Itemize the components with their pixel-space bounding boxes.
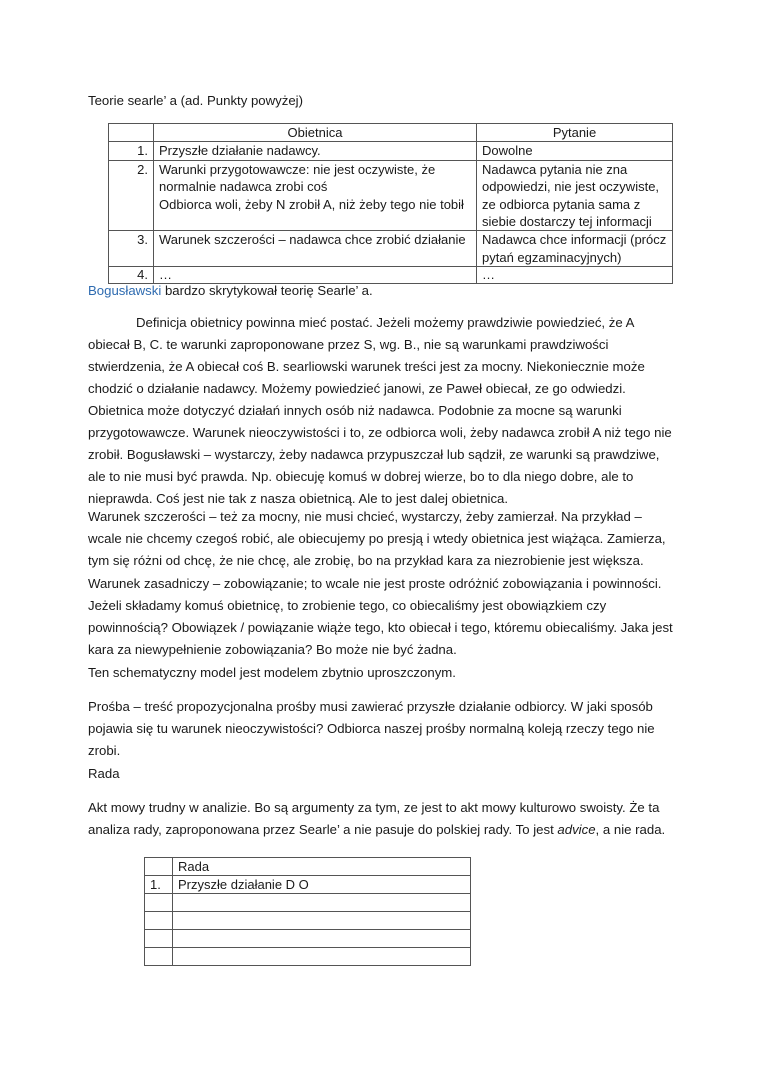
paragraph-text: Rada [88, 766, 120, 781]
table-cell [173, 948, 471, 966]
row-number: 2. [109, 160, 154, 231]
table-cell [477, 231, 673, 267]
text-run: Akt mowy trudny w analizie. Bo są argumenty za tym, ze jest to akt mowy kulturowo swoisty. Że ta analiza rady, zaproponowana przez Searle’ a nie pasuje do polskiej rady. To jest [88, 800, 660, 837]
cell-line: siebie dostarczy tej informacji [482, 214, 652, 230]
row-number [145, 930, 173, 948]
table-cell [477, 160, 673, 231]
row-number: 1. [109, 142, 154, 160]
row-number: 3. [109, 231, 154, 267]
cell-line: Warunki przygotowawcze: nie jest oczywiste, że [159, 161, 436, 177]
table-header-cell: Rada [173, 858, 471, 876]
paragraph-sincerity [88, 506, 678, 572]
paragraph-text: Ten schematyczny model jest modelem zbytnio uproszczonym. [88, 665, 456, 680]
row-number: 1. [145, 876, 173, 894]
table-row [145, 894, 471, 912]
table-cell [173, 894, 471, 912]
paragraph-text [88, 797, 678, 841]
note-text: bardzo skrytykował teorię Searle’ a. [161, 283, 373, 298]
paragraph-text: Warunek zasadniczy – zobowiązanie; to wcale nie jest proste odróżnić zobowiązania i powinności. Jeżeli składamy komuś obietnicę, to zrobienie tego, co obiecaliśmy jest obowiązkiem czy powinnością? Obowiązek / powiązanie wiąże tego, kto obiecał i tego, któremu obiecaliśmy. Jaka jest kara za niewypełnienie zobowiązania? Bo może nie być żadna. [88, 576, 673, 657]
table-cell: … [477, 267, 673, 284]
table-row [145, 876, 471, 894]
paragraph-model [88, 662, 678, 684]
row-number [145, 894, 173, 912]
paragraph-text: Definicja obietnicy powinna mieć postać. Jeżeli możemy prawdziwie powiedzieć, że A obiecał B, C. te warunki zaproponowane przez S, wg. B., nie są warunkami prawdziwości stwierdzenia, że A obiecał coś B. searliowski warunek treści jest za mocny. Niekoniecznie może chodzić o działanie nadawcy. Możemy powiedzieć janowi, ze Paweł obiecał, ze go odwiedzi. Obietnica może dotyczyć działań innych osób niż nadawca. Podobnie za mocne są warunki przygotowawcze. Warunek nieoczywistości i to, ze odbiorca woli, żeby nadawca zrobił A niż tego nie zrobił. Bogusławski – wystarczy, żeby nadawca przypuszczał lub sądził, ze warunki są prawdziwe, ale to nie musi być prawda. Np. obiecuję komuś w dobrej wierze, bo to dla niego dobre, ale to nieprawda. Coś jest nie tak z nasza obietnicą. Ale to jest dalej obietnica. [88, 315, 672, 506]
table-row [145, 912, 471, 930]
cell-line: pytań egzaminacyjnych) [482, 249, 622, 265]
table-cell [173, 912, 471, 930]
highlighted-name: Bogusławski [88, 283, 162, 298]
paragraph-request [88, 696, 678, 762]
heading-rada [88, 763, 678, 785]
cell-line: normalnie nadawca zrobi coś [159, 179, 328, 195]
row-number [145, 948, 173, 966]
table-header-row [145, 858, 471, 876]
table-header-cell: Pytanie [477, 124, 673, 142]
row-number [145, 858, 173, 876]
table-cell [173, 930, 471, 948]
table-cell: Dowolne [477, 142, 673, 160]
table-cell: Warunek szczerości – nadawca chce zrobić działanie [154, 231, 477, 267]
table-cell [154, 160, 477, 231]
paragraph-text: Prośba – treść propozycjonalna prośby musi zawierać przyszłe działanie odbiorcy. W jaki sposób pojawia się tu warunek nieoczywistości? Odbiorca naszej prośby normalną koleją rzeczy tego nie zrobi. [88, 699, 655, 758]
document-title: Teorie searle’ a (ad. Punkty powyżej) [88, 93, 304, 108]
table-row [109, 160, 673, 231]
comparison-table [108, 123, 673, 284]
table-row [109, 142, 673, 160]
cell-line: Nadawca chce informacji (prócz [482, 232, 667, 248]
table-cell: Przyszłe działanie D O [173, 876, 471, 894]
cell-line: odpowiedzi, nie jest oczywiste, [482, 179, 660, 195]
italic-term: advice [557, 822, 596, 837]
table-header-cell [109, 124, 154, 142]
table-header-cell: Obietnica [154, 124, 477, 142]
cell-line: Odbiorca woli, żeby N zrobił A, niż żeby tego nie tobił [159, 196, 464, 212]
table-cell: … [154, 267, 477, 284]
row-number [145, 912, 173, 930]
table-row [109, 231, 673, 267]
row-number: 4. [109, 267, 154, 284]
paragraph-advice [88, 797, 678, 841]
table-cell: Przyszłe działanie nadawcy. [154, 142, 477, 160]
paragraph-text: Warunek szczerości – też za mocny, nie musi chcieć, wystarczy, żeby zamierzał. Na przykład – wcale nie chcemy czegoś robić, ale obiecujemy po presją i wtedy obietnica jest wiążąca. Zamierza, tym się różni od chcę, że nie chcę, ale zrobię, bo na przykład kara za niezrobienie jest większa. [88, 509, 666, 568]
boguslawski-note [88, 282, 373, 300]
paragraph-essential [88, 573, 678, 661]
cell-line: Nadawca pytania nie zna [482, 161, 628, 177]
table-row [145, 948, 471, 966]
rada-table [144, 857, 471, 966]
paragraph-definition [88, 312, 678, 510]
table-header-row [109, 124, 673, 142]
cell-line: ze odbiorca pytania sama z [482, 196, 641, 212]
table-row [145, 930, 471, 948]
text-run: , a nie rada. [595, 822, 666, 837]
